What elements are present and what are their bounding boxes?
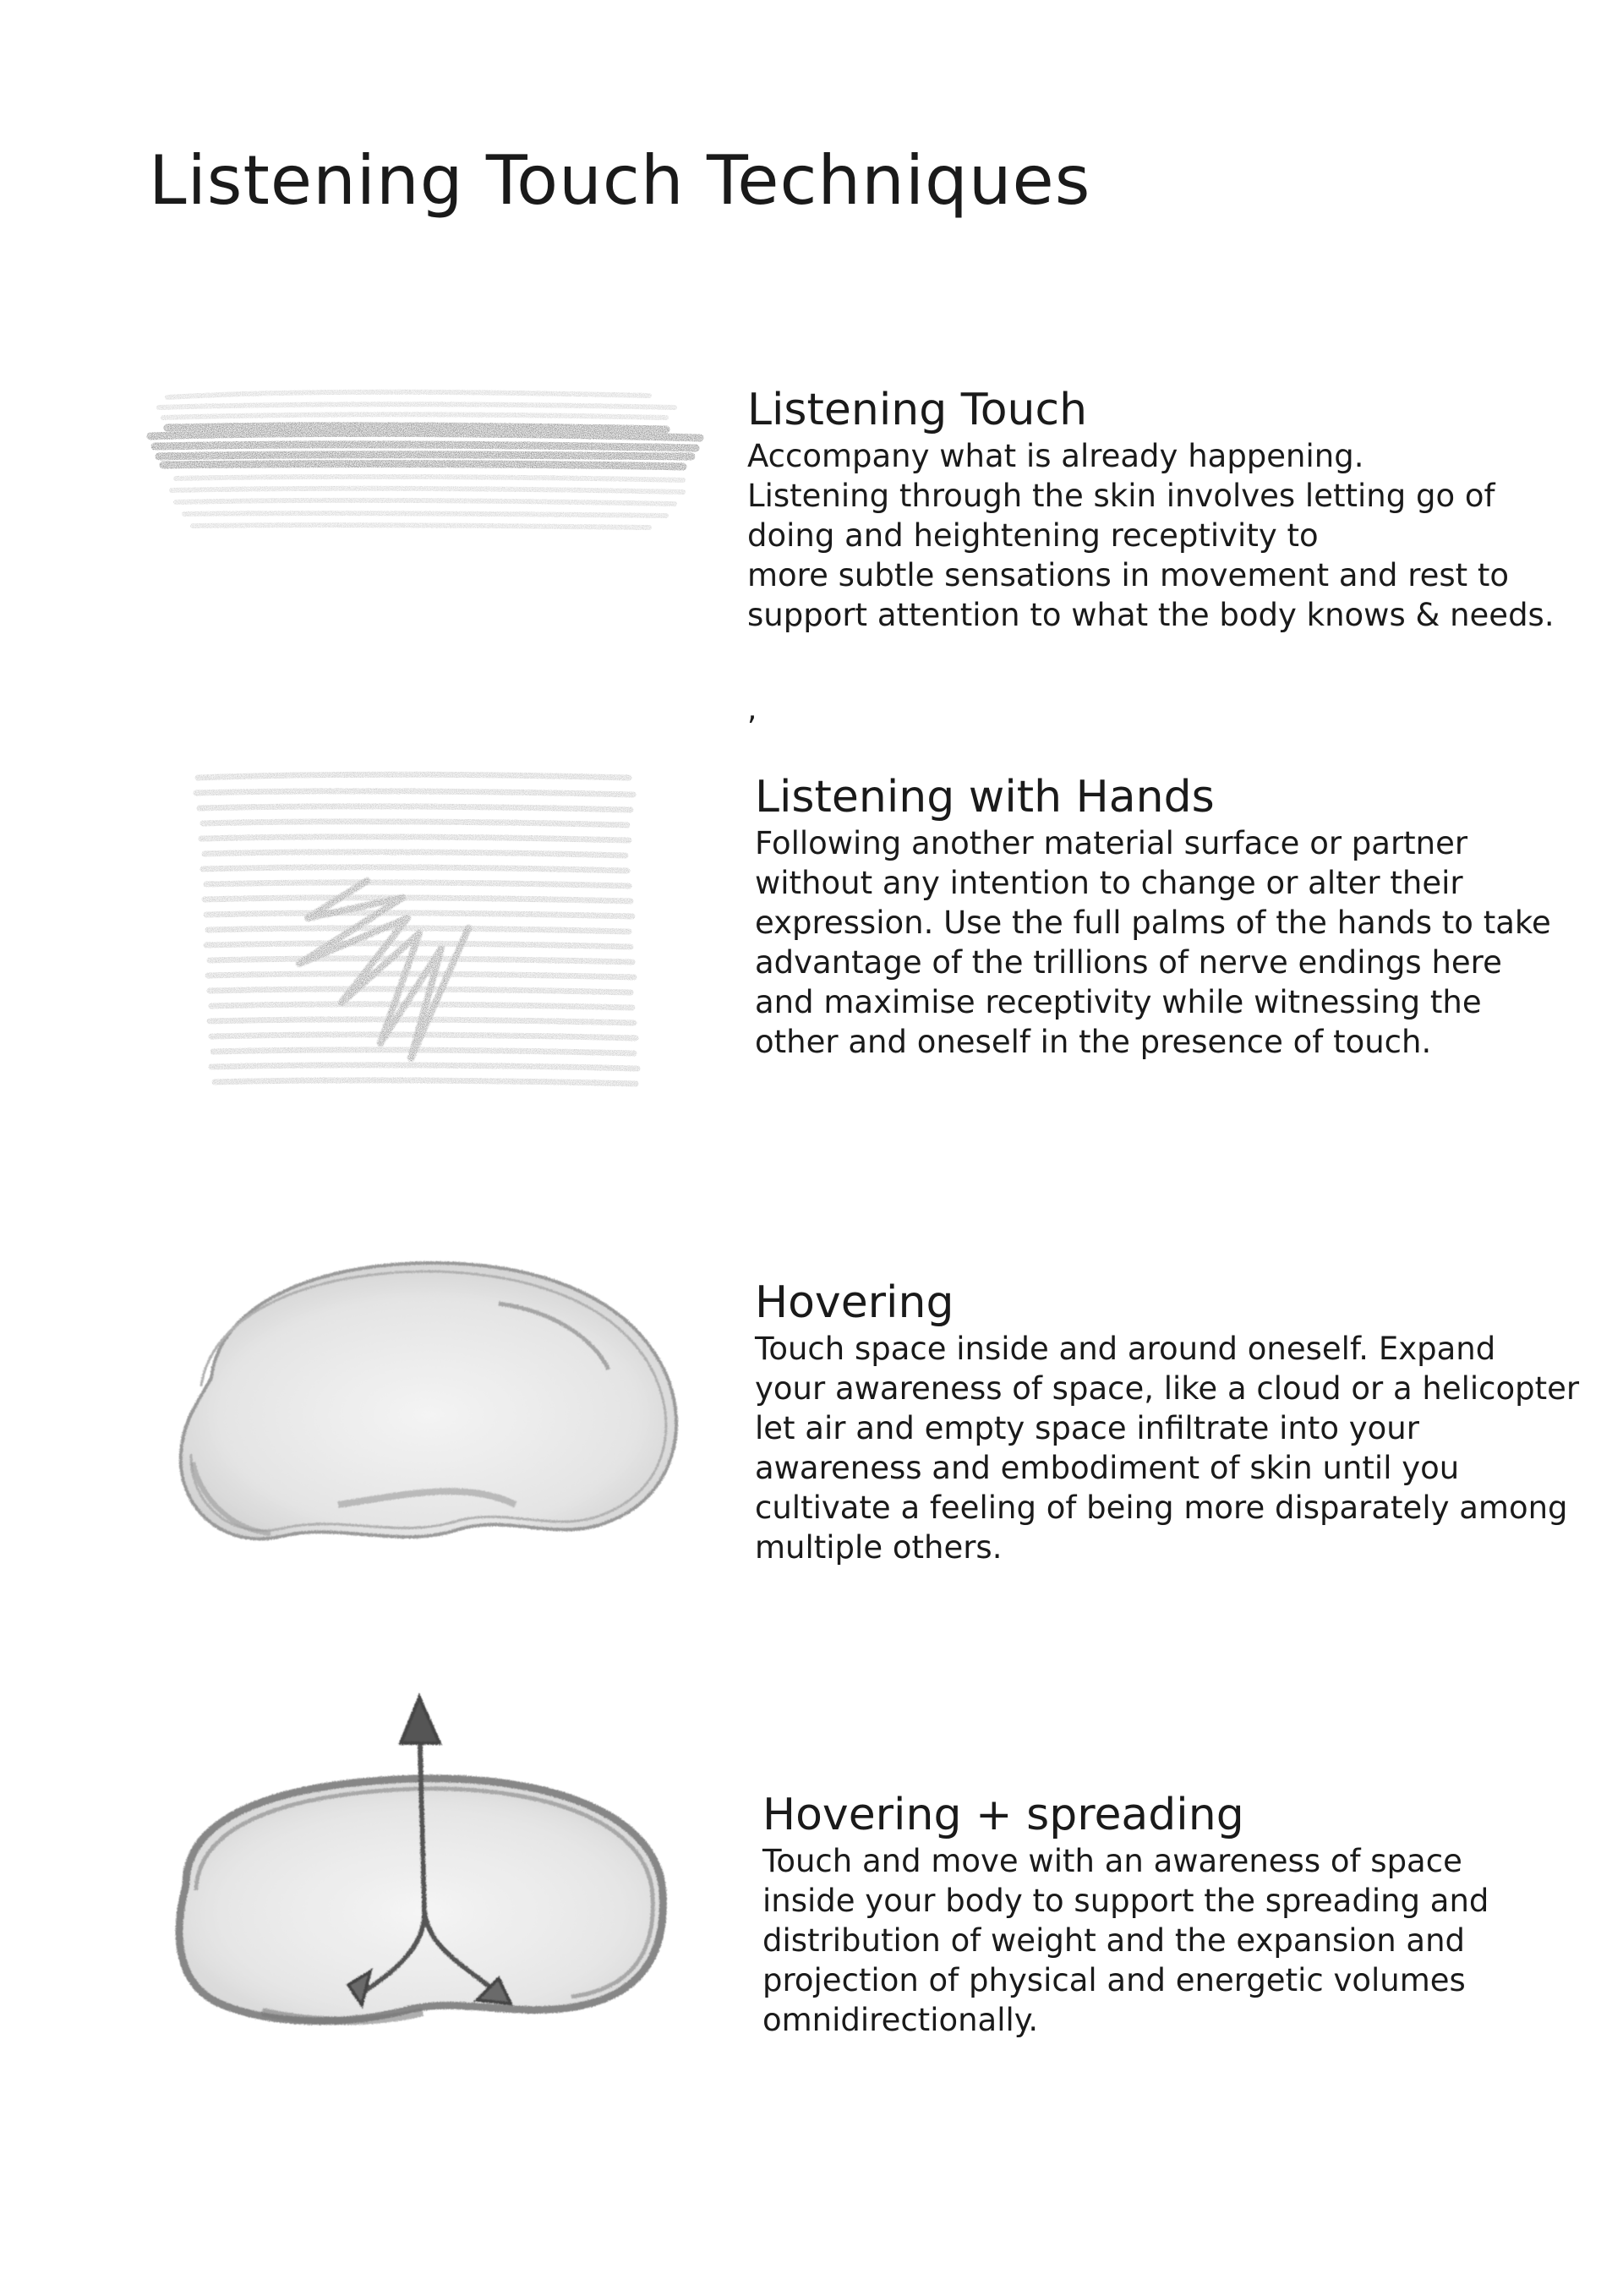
technique-description (755, 823, 1600, 1062)
technique-heading: Hovering (755, 1277, 954, 1328)
description-line: without any intention to change or alter their (755, 864, 1463, 901)
description-line: multiple others. (755, 1528, 1003, 1566)
description-line: Touch and move with an awareness of space (762, 1842, 1462, 1879)
description-line: more subtle sensations in movement and rest to (747, 556, 1510, 593)
description-line: let air and empty space infiltrate into your (755, 1409, 1419, 1446)
description-line: Listening through the skin involves letting go of (747, 477, 1495, 514)
description-line: awareness and embodiment of skin until you (755, 1449, 1460, 1486)
description-line: omnidirectionally. (762, 2001, 1039, 2038)
description-line: support attention to what the body knows & needs. (747, 596, 1555, 633)
horizontal-scribble-illustration (142, 364, 717, 558)
technique-description (755, 1329, 1600, 1567)
description-line: Following another material surface or partner (755, 824, 1468, 861)
cloud-with-arrows-illustration (135, 1691, 693, 2046)
description-line: inside your body to support the spreading and (762, 1882, 1489, 1919)
technique-description (747, 436, 1593, 635)
description-line: doing and heightening receptivity to (747, 517, 1319, 554)
technique-heading: Listening with Hands (755, 772, 1215, 823)
description-line: advantage of the trillions of nerve endings here (755, 943, 1502, 981)
description-line: expression. Use the full palms of the hands to take (755, 904, 1551, 941)
description-line: distribution of weight and the expansion and (762, 1922, 1466, 1959)
technique-description (762, 1841, 1608, 2040)
description-line: Touch space inside and around oneself. Expand (755, 1330, 1496, 1367)
technique-heading: Hovering + spreading (762, 1790, 1244, 1840)
description-line: other and oneself in the presence of touch. (755, 1023, 1432, 1060)
page-title: Listening Touch Techniques (149, 141, 1091, 220)
description-line: Accompany what is already happening. (747, 437, 1364, 474)
shaded-block-zigzag-illustration (181, 752, 654, 1107)
cloud-shape-illustration (152, 1251, 693, 1555)
description-line: cultivate a feeling of being more disparately among (755, 1489, 1568, 1526)
technique-heading: Listening Touch (747, 385, 1088, 435)
description-line: your awareness of space, like a cloud or a helicopter (755, 1369, 1580, 1407)
description-line: and maximise receptivity while witnessing the (755, 983, 1482, 1020)
stray-comma-mark: , (747, 692, 757, 727)
description-line: projection of physical and energetic volumes (762, 1961, 1466, 1998)
